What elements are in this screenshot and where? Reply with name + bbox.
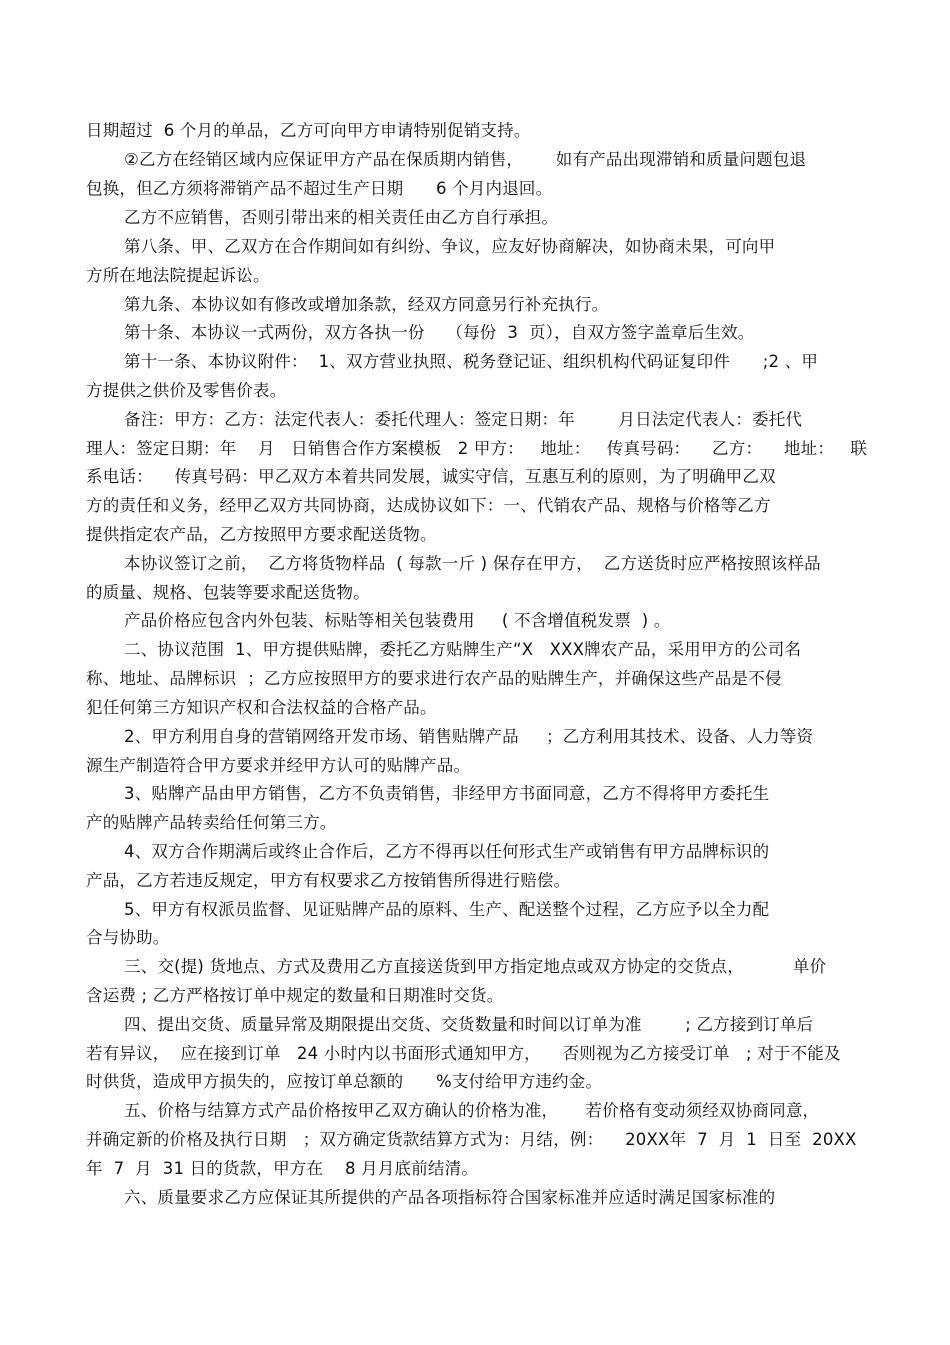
text-line: 方所在地法院提起诉讼。 [86,266,270,285]
text-line: 产品价格应包含内外包装、标贴等相关包装费用 ( 不含增值税发票 ) 。 [124,611,671,630]
text-line: 若有异议， 应在接到订单 24 小时内以书面形式通知甲方， 否则视为乙方接受订单 ; 对于不能及 [86,1044,841,1063]
text-line: 系电话： 传真号码：甲乙双方本着共同发展，诚实守信，互惠互利的原则，为了明确甲乙双 [86,467,776,486]
text-line: 产品，乙方若违反规定，甲方有权要求乙方按销售所得进行赔偿。 [86,871,571,890]
text-line: 含运费 ; 乙方严格按订单中规定的数量和日期准时交货。 [86,986,504,1005]
text-line: 四、提出交货、质量异常及期限提出交货、交货数量和时间以订单为准 ; 乙方接到订单后 [124,1015,814,1034]
text-line: 并确定新的价格及执行日期 ；双方确定货款结算方式为：月结，例： 20XX年 7 月 1 日至 20XX [86,1130,857,1149]
text-line: 源生产制造符合甲方要求并经甲方认可的贴牌产品。 [86,756,471,775]
text-line: 第八条、甲、乙双方在合作期间如有纠纷、争议，应友好协商解决，如协商未果，可向甲 [124,237,776,256]
text-line: 乙方不应销售，否则引带出来的相关责任由乙方自行承担。 [124,208,559,227]
text-line: 方的责任和义务，经甲乙双方共同协商，达成协议如下：一、代销农产品、规格与价格等乙方 [86,496,771,515]
text-line: 第十条、本协议一式两份，双方各执一份 （每份 3 页），自双方签字盖章后生效。 [124,323,755,342]
text-line: 的质量、规格、包装等要求配送货物。 [86,583,370,602]
text-line: 本协议签订之前， 乙方将货物样品 ( 每款一斤 ) 保存在甲方， 乙方送货时应严格按照该样品 [124,554,821,573]
text-line: 称、地址、品牌标识 ；乙方应按照甲方的要求进行农产品的贴牌生产，并确保这些产品是不侵 [86,669,782,688]
text-line: 二、协议范围 1、甲方提供贴牌，委托乙方贴牌生产“X XXX牌农产品，采用甲方的公司名 [124,640,802,659]
text-line: 六、质量要求乙方应保证其所提供的产品各项指标符合国家标准并应适时满足国家标准的 [124,1188,776,1207]
text-line: 2、甲方利用自身的营销网络开发市场、销售贴牌产品 ；乙方利用其技术、设备、人力等资 [124,727,814,746]
text-line: 日期超过 6 个月的单品，乙方可向甲方申请特别促销支持。 [86,121,531,140]
text-line: 犯任何第三方知识产权和合法权益的合格产品。 [86,698,437,717]
text-line: 时供货，造成甲方损失的，应按订单总额的 %支付给甲方违约金。 [86,1072,603,1091]
text-line: 5、甲方有权派员监督、见证贴牌产品的原料、生产、配送整个过程，乙方应予以全力配 [124,900,770,919]
text-line: 方提供之供价及零售价表。 [86,381,287,400]
text-line: 三、交(提) 货地点、方式及费用乙方直接送货到甲方指定地点或双方协定的交货点， 单价 [124,957,827,976]
text-line: 3、贴牌产品由甲方销售，乙方不负责销售，非经甲方书面同意，乙方不得将甲方委托生 [124,784,770,803]
text-line: 第十一条、本协议附件： 1、双方营业执照、税务登记证、组织机构代码证复印件 ;2 、甲 [124,352,819,371]
text-line: 年 7 月 31 日的货款，甲方在 8 月月底前结清。 [86,1159,479,1178]
text-line: 包换，但乙方须将滞销产品不超过生产日期 6 个月内退回。 [86,179,553,198]
text-line: 合与协助。 [86,928,170,947]
text-line: 理人：签定日期：年 月 日销售合作方案模板 2 甲方： 地址： 传真号码： 乙方： 地址： 联 [86,439,868,458]
text-line: ②乙方在经销区域内应保证甲方产品在保质期内销售， 如有产品出现滞销和质量问题包退 [124,150,807,169]
text-line: 第九条、本协议如有修改或增加条款，经双方同意另行补充执行。 [124,295,609,314]
text-line: 五、价格与结算方式产品价格按甲乙双方确认的价格为准， 若价格有变动须经双协商同意， [124,1101,820,1120]
text-line: 提供指定农产品，乙方按照甲方要求配送货物。 [86,525,437,544]
text-line: 4、双方合作期满后或终止合作后，乙方不得再以任何形式生产或销售有甲方品牌标识的 [124,842,770,861]
text-line: 产的贴牌产品转卖给任何第三方。 [86,813,337,832]
text-line: 备注：甲方：乙方：法定代表人：委托代理人：签定日期：年 月日法定代表人：委托代 [124,410,803,429]
